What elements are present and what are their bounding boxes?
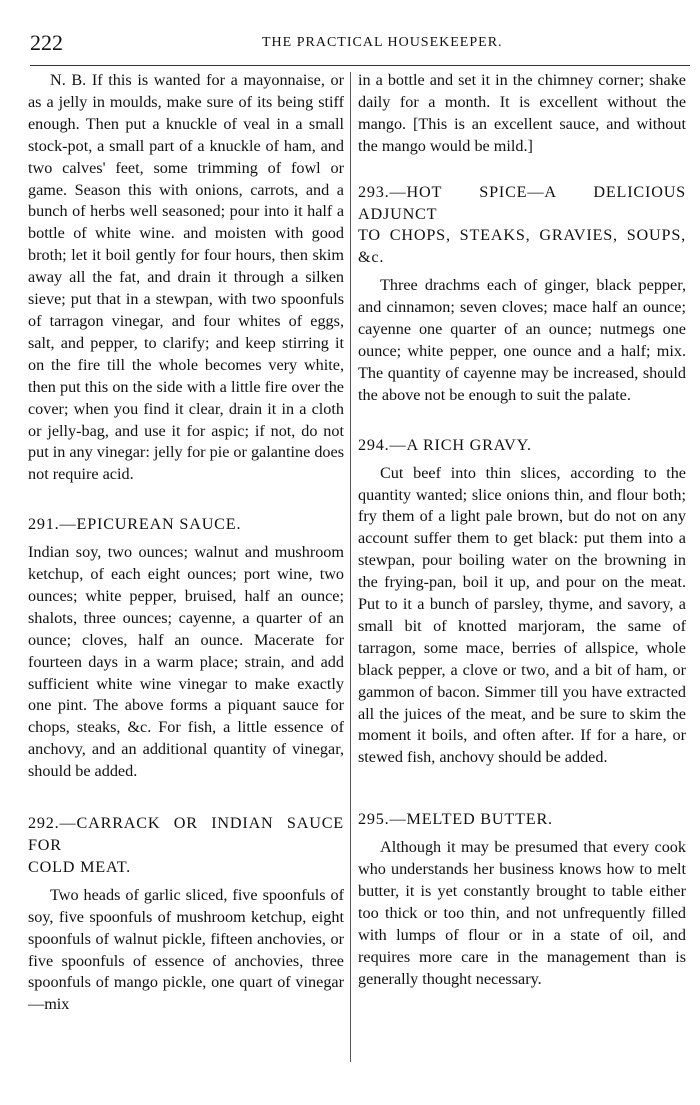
recipe-292-text: Two heads of garlic sliced, five spoonfuls of soy, five spoonfuls of mushroom ketchup, eight spoonfuls of walnut pickle, fifteen anchovies, or five spoonfuls of essence of anchovies, three spoonfuls of mango pickle, one quart of vinegar—mix bbox=[28, 885, 344, 1014]
recipe-294-text: Cut beef into thin slices, according to the quantity wanted; slice onions thin, and flour both; fry them of a light pale brown, but do not on any account suffer them to get black: put them into a stewpan, pour boiling water on the browning in the frying-pan, boil it up, and pour on the meat. Put to it a bunch of parsley, thyme, and savory, a small bit of knotted marjoram, the same of tarragon, some mace, berries of allspice, whole black pepper, a clove or two, and a bit of ham, or gammon of bacon. Simmer till you have extracted all the juices of the meat, and be sure to skim the moment it boils, and often after. If for a hare, or stewed fish, anchovy should be added. bbox=[358, 463, 686, 767]
recipe-295-heading: 295.—MELTED BUTTER. bbox=[358, 810, 553, 829]
recipe-294-heading: 294.—A RICH GRAVY. bbox=[358, 435, 532, 454]
recipe-293-heading-line1: 293.—HOT SPICE—A DELICIOUS ADJUNCT bbox=[358, 182, 686, 223]
recipe-292-heading-line2: COLD MEAT. bbox=[28, 857, 132, 876]
page-number: 222 bbox=[30, 30, 63, 55]
header-rule bbox=[30, 65, 690, 66]
nb-paragraph: N. B. If this is wanted for a mayonnaise, or as a jelly in moulds, make sure of its being stiff enough. Then put a knuckle of veal in a small stock-pot, a small part of a knuckle of ham, and two calves' feet, some trimming of fowl or game. Season this with onions, carrots, and a bunch of herbs well seasoned; pour into it half a bottle of white wine. and moisten with good broth; let it boil gently for four hours, then skim away all the fat, and drain it through a silken sieve; put that in a stewpan, with two spoonfuls of tarragon vinegar, and four whites of eggs, salt, and pepper, to clarify; and keep stirring it on the fire till the whole becomes very white, then put this on the side with a little fire over the cover; when you find it clear, drain it in a cloth or jelly-bag, and use it for aspic; if not, do not put in any vinegar: jelly for pie or galantine does not require acid. bbox=[28, 71, 345, 484]
running-title: THE PRACTICAL HOUSEKEEPER. bbox=[262, 35, 503, 50]
continuation-text: in a bottle and set it in the chimney corner; shake daily for a month. It is excellent without the mango. [This is an excellent sauce, and without the mango would be mild.] bbox=[358, 71, 686, 155]
recipe-293-heading bbox=[358, 182, 686, 270]
left-column bbox=[28, 70, 344, 1016]
column-divider bbox=[350, 72, 351, 1062]
page-header bbox=[30, 30, 685, 62]
recipe-293-heading-line2: TO CHOPS, STEAKS, GRAVIES, SOUPS, &c. bbox=[358, 226, 686, 267]
recipe-293-text: Three drachms each of ginger, black pepper, and cinnamon; seven cloves; mace half an ounce; cayenne one quarter of an ounce; nutmegs one ounce; white pepper, one ounce and a half; mix. The quantity of cayenne may be increased, should the above not be enough to suit the palate. bbox=[358, 276, 686, 404]
recipe-292-heading-line1: 292.—CARRACK OR INDIAN SAUCE FOR bbox=[28, 814, 344, 854]
recipe-292-heading bbox=[28, 813, 344, 879]
recipe-291-text: Indian soy, two ounces; walnut and mushroom ketchup, of each eight ounces; port wine, two ounces; white pepper, bruised, half an ounce; shalots, three ounces; cayenne, a quarter of an ounce; cloves, half an ounce. Macerate for fourteen days in a warm place; strain, and add sufficient white wine vinegar to make exactly one pint. The above forms a piquant sauce for chops, steaks, &c. For fish, a little essence of anchovy, and an additional quantity of vinegar, should be added. bbox=[28, 543, 344, 781]
recipe-295-text: Although it may be presumed that every cook who understands her business knows how to melt butter, it is yet constantly brought to table either too thick or too thin, and not unfrequently filled with lumps of flour or in a state of oil, and requires more care in the management than is generally thought necessary. bbox=[358, 838, 686, 988]
recipe-291-heading: 291.—EPICUREAN SAUCE. bbox=[28, 515, 242, 534]
right-column bbox=[358, 70, 686, 991]
